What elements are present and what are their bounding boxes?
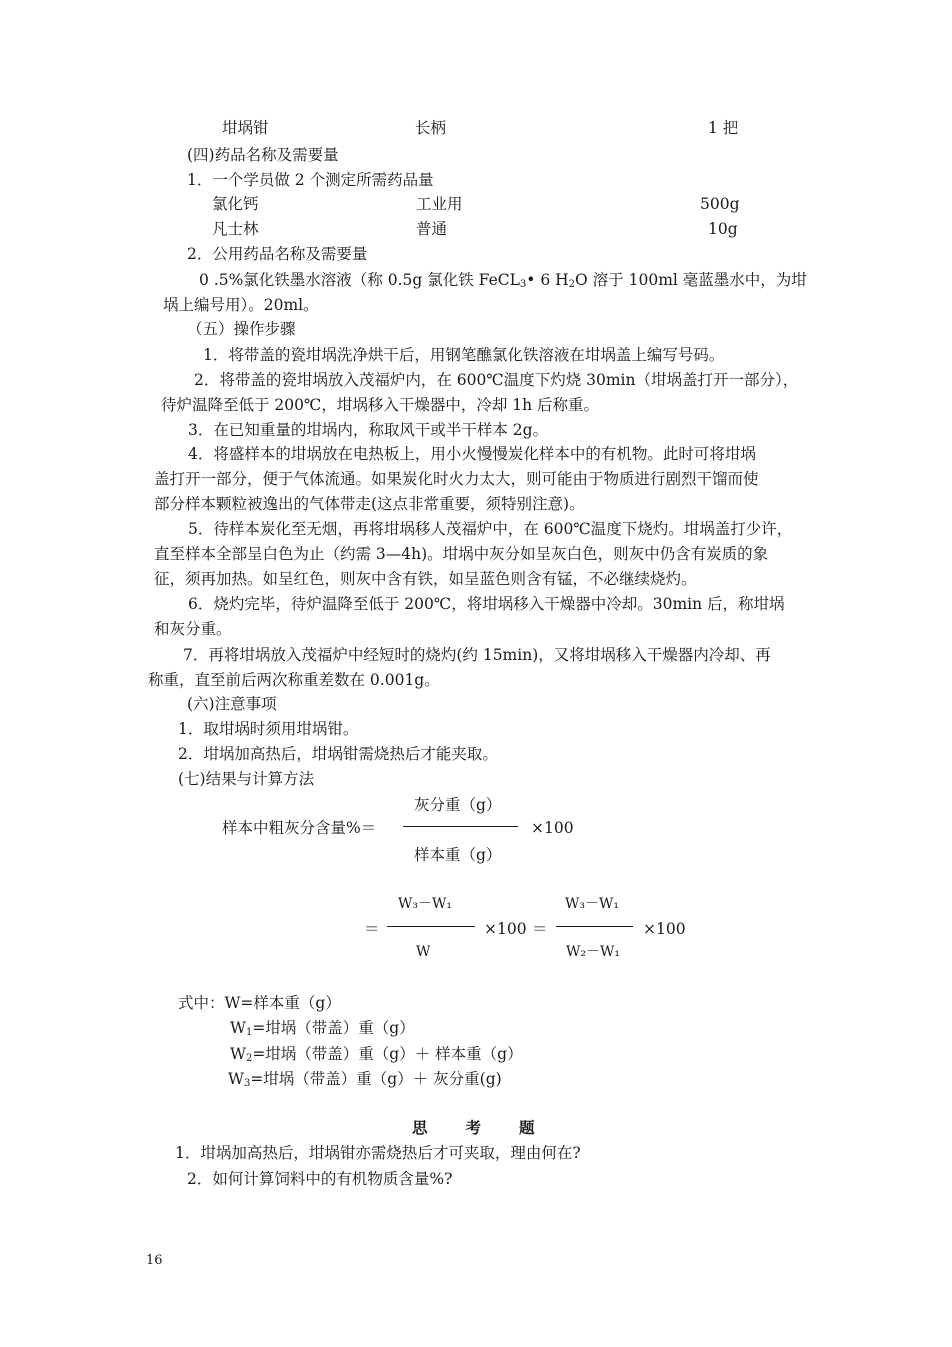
tool-spec: 长柄 [415, 119, 447, 137]
formula2-times1: ×100 [484, 920, 527, 938]
formula1-fraction-bar [403, 826, 518, 827]
formula2-num1: W₃－W₁ [398, 896, 453, 912]
question-1: 1．坩埚加高热后，坩埚钳亦需烧热后才可夹取，理由何在? [175, 1144, 581, 1162]
reagent-formula-line: 0 .5%氯化铁墨水溶液（称 0.5g 氯化铁 FeCL$_3$• 6 $H_2O$ 溶于 100ml 毫蓝墨水中，为坩 [199, 271, 807, 290]
reagent-name-2: 凡士林 [212, 220, 259, 238]
formula2-fraction-bar1 [387, 926, 475, 927]
def-w2: $W_2=$坩埚（带盖）重（g）＋ 样本重（g） [230, 1045, 523, 1064]
tool-name: 坩埚钳 [222, 119, 269, 137]
step-3: 3．在已知重量的坩埚内，称取风干或半干样本 2g。 [188, 421, 549, 439]
formula2-eq1: ＝ [364, 920, 380, 938]
step-7: 7．再将坩埚放入茂福炉中经短时的烧灼(约 15min)，又将坩埚移入干燥器内冷却、再 [183, 646, 771, 664]
step-4-cont2: 部分样本颗粒被逸出的气体带走(这点非常重要，须特别注意)。 [154, 495, 585, 513]
formula1-times: ×100 [531, 819, 574, 837]
def-w3: $W_3=$坩埚（带盖）重（g）＋ 灰分重(g) [228, 1070, 502, 1089]
questions-title: 思考题 [412, 1118, 573, 1137]
step-5: 5．待样本炭化至无烟，再将坩埚移人茂福炉中，在 600℃温度下烧灼。坩埚盖打少许， [188, 520, 793, 538]
section4-heading: (四)药品名称及需要量 [187, 146, 339, 164]
tool-qty: 1 把 [708, 119, 739, 137]
reagent-qty-1: 500g [700, 195, 740, 213]
step-7-cont: 称重，直至前后两次称重差数在 0.001g。 [148, 671, 440, 689]
def-w1: $W_1=$坩埚（带盖）重（g） [230, 1019, 415, 1038]
page-number: 16 [146, 1253, 163, 1268]
formula1-numerator: 灰分重（g） [414, 796, 502, 814]
section7-heading: (七)结果与计算方法 [178, 770, 315, 788]
step-4-cont1: 盖打开一部分，便于气体流通。如果炭化时火力太大，则可能由于物质进行剧烈干馏而使 [154, 470, 759, 488]
step-2: 2．将带盖的瓷坩埚放入茂福炉内，在 600℃温度下灼烧 30min（坩埚盖打开一部分）， [194, 371, 799, 389]
formula2-den1: W [416, 944, 431, 960]
formula2-times2: ×100 [643, 920, 686, 938]
formula1-denominator: 样本重（g） [414, 846, 502, 864]
note-2: 2．坩埚加高热后，坩埚钳需烧热后才能夹取。 [178, 745, 498, 763]
step-1: 1．将带盖的瓷坩埚洗净烘干后，用钢笔醮氯化铁溶液在坩埚盖上编写号码。 [203, 346, 725, 364]
reagent-qty-2: 10g [708, 220, 738, 238]
formula2-den2: W₂－W₁ [566, 944, 621, 960]
step-6: 6．烧灼完毕，待炉温降至低于 200℃，将坩埚移入干燥器中冷却。30min 后，称坩埚 [188, 595, 785, 613]
step-5-cont1: 直至样本全部呈白色为止（约需 3—4h)。坩埚中灰分如呈灰白色，则灰中仍含有炭质的象 [154, 545, 769, 563]
section5-heading: （五）操作步骤 [187, 320, 296, 338]
reagent-formula-line2: 埚上编号用）。20ml。 [163, 296, 319, 314]
reagent-grade-2: 普通 [416, 220, 448, 238]
section4-item2: 2．公用药品名称及需要量 [187, 245, 368, 263]
section6-heading: (六)注意事项 [187, 695, 277, 713]
step-2-cont: 待炉温降至低于 200℃，坩埚移入干燥器中，冷却 1h 后称重。 [161, 396, 600, 414]
step-5-cont2: 征，须再加热。如呈红色，则灰中含有铁，如呈蓝色则含有锰，不必继续烧灼。 [154, 570, 697, 588]
reagent-name-1: 氯化钙 [212, 195, 259, 213]
formula1-lhs: 样本中粗灰分含量%＝ [222, 819, 377, 837]
step-6-cont: 和灰分重。 [154, 620, 232, 638]
formula2-num2: W₃－W₁ [565, 896, 620, 912]
reagent-grade-1: 工业用 [416, 195, 463, 213]
question-2: 2．如何计算饲料中的有机物质含量%? [187, 1170, 453, 1188]
formula2-fraction-bar2 [556, 926, 633, 927]
step-4: 4．将盛样本的坩埚放在电热板上，用小火慢慢炭化样本中的有机物。此时可将坩埚 [188, 445, 756, 463]
section4-item1: 1．一个学员做 2 个测定所需药品量 [187, 171, 434, 189]
def-w: 式中：W=样本重（g） [178, 994, 341, 1012]
formula2-eq2: ＝ [532, 920, 548, 938]
note-1: 1．取坩埚时须用坩埚钳。 [178, 720, 359, 738]
